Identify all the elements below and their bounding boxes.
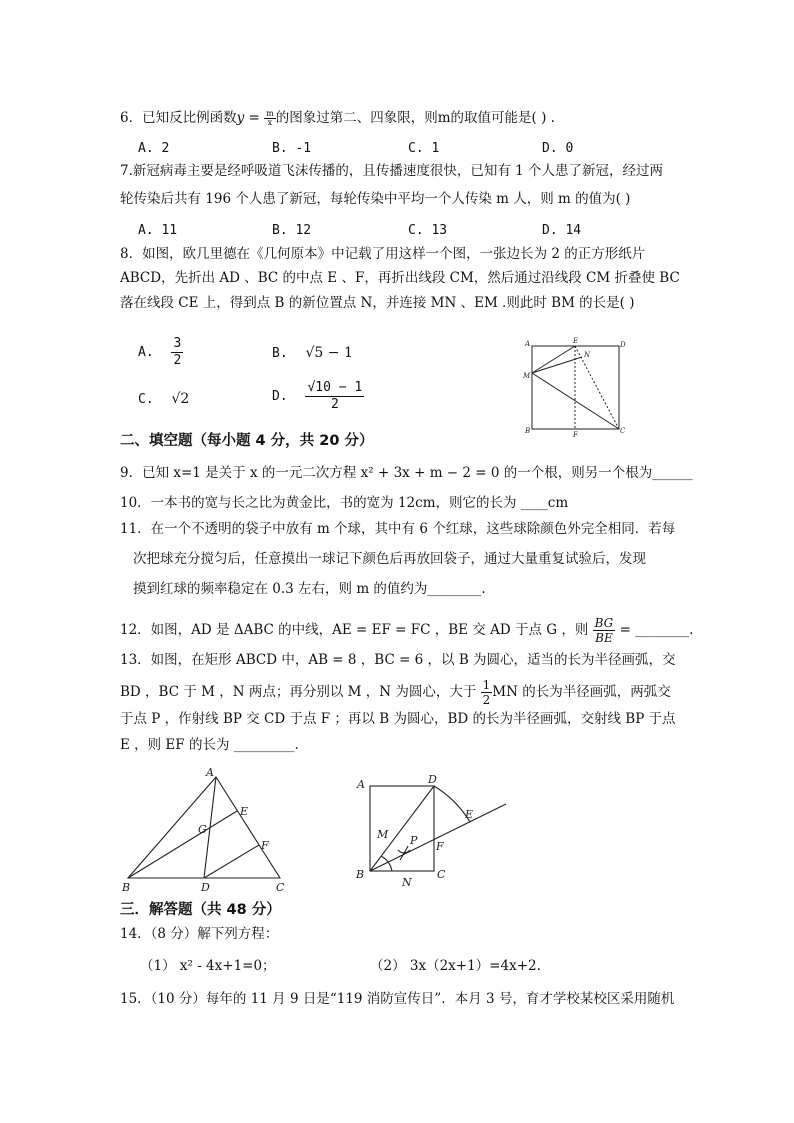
q8-option-c: C. √2: [138, 391, 190, 407]
q11-line2: 次把球充分搅匀后，任意摸出一球记下颜色后再放回袋子，通过大量重复试验后，发现: [133, 551, 646, 567]
q14-title: 14．（8 分）解下列方程：: [120, 926, 279, 942]
q9-line: 9．已知 x=1 是关于 x 的一元二次方程 x² + 3x + m − 2 = 0 的一个根，则另一个根为______: [120, 465, 693, 481]
q6-option-a: A. 2: [138, 141, 170, 156]
q13-half-fraction: $\frac{1}{2}$: [482, 678, 491, 707]
q7-option-b: B. 12: [272, 223, 312, 238]
q13-figure: [350, 770, 510, 890]
q12-fraction: $\frac{BG}{BE}$: [594, 616, 614, 645]
q8-line-mc: [532, 373, 619, 429]
q6-option-c: C. 1: [408, 141, 440, 156]
q13-line2: BD ，BC 于 M ，N 两点；再分别以 M ，N 为圆心，大于 $\frac{1}{2}$ MN 的长为半径画弧，两弧交: [120, 678, 671, 707]
q12-label-g: G: [198, 823, 207, 836]
q8-label-b: B: [525, 427, 531, 435]
q13-label-m: M: [377, 828, 389, 841]
q8-option-a-fraction: $\frac{3}{2}$: [173, 336, 182, 368]
q13-line1: 13．如图，在矩形 ABCD 中，AB = 8 ，BC = 6 ，以 B 为圆心，适当的长为半径画弧，交: [120, 652, 676, 668]
q8-line-ec: [575, 346, 619, 429]
q8-label-e: E: [573, 337, 579, 345]
q13-arc-mn: [381, 856, 392, 871]
q8-line-em: [532, 346, 575, 373]
q13-label-f: F: [436, 840, 444, 853]
q13-label-n: N: [402, 876, 412, 889]
q10-line: 10．一本书的宽与长之比为黄金比，书的宽为 12cm，则它的长为 ____cm: [120, 495, 569, 511]
q12-line-df: [204, 845, 259, 878]
q6-option-d: D. 0: [542, 141, 574, 156]
section-2-title: 二、填空题（每小题 4 分，共 20 分）: [120, 433, 374, 449]
q11-line3: 摸到红球的频率稳定在 0.3 左右，则 m 的值约为________.: [133, 581, 486, 597]
q8-option-a: A. $\frac{3}{2}$: [138, 336, 182, 368]
q8-label-n: N: [584, 351, 591, 359]
q12-label-c: C: [276, 881, 285, 893]
q13-label-a: A: [357, 778, 365, 791]
q6-prefix: 6．已知反比例函数: [120, 110, 237, 126]
q8-line1: 8．如图，欧几里德在《几何原本》中记载了用这样一个图，一张边长为 2 的正方形纸片: [120, 246, 646, 262]
q14-part1: （1） x² - 4x+1=0；: [140, 958, 276, 974]
q12-label-d: D: [201, 881, 210, 893]
q13-label-e: E: [465, 808, 474, 821]
q8-label-m: M: [523, 372, 531, 380]
q8-figure: [518, 336, 630, 438]
q12-label-a: A: [206, 766, 214, 779]
q6-fraction: $\frac{m}{x}$: [266, 109, 274, 127]
q8-label-c: C: [620, 427, 626, 435]
q15-line: 15．（10 分）每年的 11 月 9 日是“119 消防宣传日”．本月 3 号，育才学校某校区采用随机: [120, 991, 675, 1007]
q12-label-e: E: [240, 805, 249, 818]
q8-label-f: F: [573, 431, 578, 438]
q6-func: y =: [236, 110, 265, 126]
q8-option-d-fraction: $\frac{√10 - 1}{2}$: [307, 380, 363, 412]
section-3-title: 三．解答题（共 48 分）: [120, 902, 281, 918]
q7-option-c: C. 13: [408, 223, 448, 238]
q6-suffix: 的图象过第二、四象限，则m的取值可能是( ) .: [275, 110, 555, 126]
q7-line2: 轮传染后共有 196 个人患了新冠，每轮传染中平均一个人传染 m 人，则 m 的值为( ): [120, 191, 631, 207]
q12-label-b: B: [122, 881, 131, 893]
q13-label-d: D: [428, 773, 437, 786]
q14-part2: （2） 3x（2x+1）=4x+2.: [370, 958, 541, 974]
q7-option-d: D. 14: [542, 223, 582, 238]
q12-line: 12．如图，AD 是 ΔABC 的中线，AE = EF = FC ，BE 交 AD 于点 G ，则 $\frac{BG}{BE}$ = ________.: [120, 616, 694, 645]
q13-label-b: B: [356, 868, 365, 881]
q8-label-a: A: [525, 340, 531, 348]
q13-line3: 于点 P ，作射线 BP 交 CD 于点 F ；再以 B 为圆心，BD 的长为半径画弧，交射线 BP 于点: [120, 711, 676, 727]
q13-line4: E ，则 EF 的长为 _________.: [120, 737, 299, 753]
q7-line1: 7.新冠病毒主要是经呼吸道飞沫传播的，且传播速度很快，已知有 1 个人患了新冠，经过两: [120, 163, 664, 179]
q12-figure: [118, 765, 296, 893]
q13-label-c: C: [437, 868, 446, 881]
q11-line1: 11．在一个不透明的袋子中放有 m 个球，其中有 6 个红球，这些球除颜色外完全相同．若每: [120, 521, 676, 537]
q8-line3: 落在线段 CE 上，得到点 B 的新位置点 N，并连接 MN 、EM .则此时 BM 的长是( ): [120, 295, 635, 311]
q12-label-f: F: [261, 839, 269, 852]
q8-line2: ABCD，先折出 AD 、BC 的中点 E 、F，再折出线段 CM，然后通过沿线段 CM 折叠使 BC: [120, 270, 680, 286]
q8-label-d: D: [620, 341, 626, 349]
q8-option-b: B. √5 − 1: [272, 345, 353, 361]
q13-ray-bp: [370, 804, 506, 871]
q6-option-b: B. -1: [272, 141, 312, 156]
q7-option-a: A. 11: [138, 223, 178, 238]
q8-option-d: D. $\frac{√10 - 1}{2}$: [272, 380, 363, 412]
q13-label-p: P: [410, 834, 418, 847]
q6-line: [120, 108, 555, 128]
